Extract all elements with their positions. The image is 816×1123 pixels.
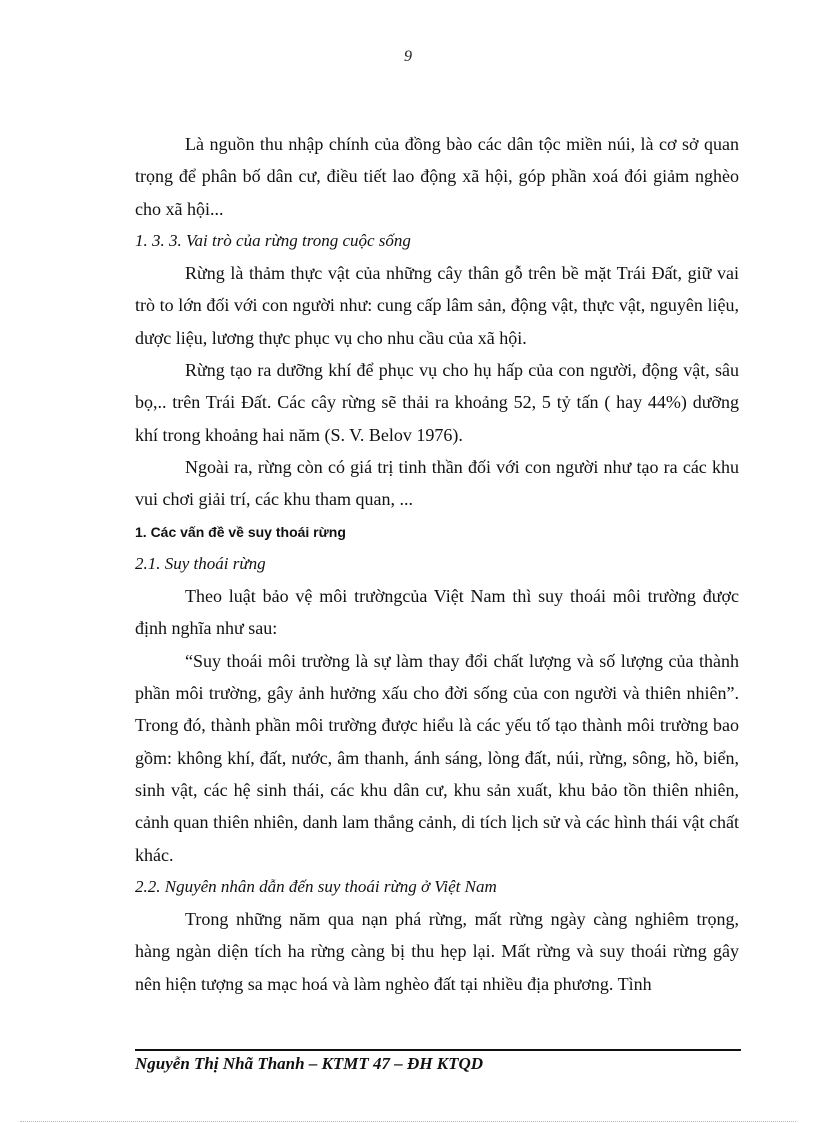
chapter-heading: 1. Các vấn đề về suy thoái rừng <box>135 523 346 540</box>
paragraph: Theo luật bảo vệ môi trườngcủa Việt Nam thì suy thoái môi trường được định nghĩa như sau: <box>135 586 739 639</box>
paragraph: Ngoài ra, rừng còn có giá trị tinh thần đối với con người như tạo ra các khu vui chơi giải trí, các khu tham quan, ... <box>135 456 739 510</box>
section-heading: 2.2. Nguyên nhân dẫn đến suy thoái rừng ở Việt Nam <box>135 876 497 896</box>
paragraph: Rừng tạo ra dưỡng khí để phục vụ cho hụ hấp của con người, động vật, sâu bọ,.. trên Trái Đất. Các cây rừng sẽ thải ra khoảng 52, 5 tỷ tấn ( hay 44%) dưỡng khí trong khoảng hai năm (S. V. Belov 1976). <box>135 360 739 445</box>
paragraph: Rừng là thảm thực vật của những cây thân gỗ trên bề mặt Trái Đất, giữ vai trò to lớn đối với con người như: cung cấp lâm sản, động vật, thực vật, nguyên liệu, dược liệu, lương thực phục vụ cho nhu cầu của xã hội. <box>135 263 739 348</box>
page-bottom-divider <box>20 1121 796 1122</box>
paragraph: “Suy thoái môi trường là sự làm thay đổi chất lượng và số lượng của thành phần môi trường, gây ảnh hưởng xấu cho đời sống của con người và thiên nhiên”. Trong đó, thành phần môi trường được hiểu là các yếu tố tạo thành môi trường bao gồm: không khí, đất, nước, âm thanh, ánh sáng, lòng đất, núi, rừng, sông, hồ, biển, sinh vật, các hệ sinh thái, các khu dân cư, khu sản xuất, khu bảo tồn thiên nhiên, cảnh quan thiên nhiên, danh lam thắng cảnh, di tích lịch sử và các hình thái vật chất khác. <box>135 650 739 865</box>
footer-author: Nguyễn Thị Nhã Thanh – KTMT 47 – ĐH KTQD <box>135 1054 484 1073</box>
paragraph: Là nguồn thu nhập chính của đồng bào các dân tộc miền núi, là cơ sở quan trọng để phân bố dân cư, điều tiết lao động xã hội, góp phần xoá đói giảm nghèo cho xã hội... <box>135 134 739 219</box>
section-heading: 1. 3. 3. Vai trò của rừng trong cuộc sống <box>135 230 411 250</box>
page-number: 9 <box>404 48 412 65</box>
document-body <box>135 128 739 1000</box>
paragraph: Trong những năm qua nạn phá rừng, mất rừng ngày càng nghiêm trọng, hàng ngàn diện tích ha rừng càng bị thu hẹp lại. Mất rừng và suy thoái rừng gây nên hiện tượng sa mạc hoá và làm nghèo đất tại nhiều địa phương. Tình <box>135 909 739 994</box>
section-heading: 2.1. Suy thoái rừng <box>135 553 266 573</box>
footer-rule <box>135 1049 741 1051</box>
